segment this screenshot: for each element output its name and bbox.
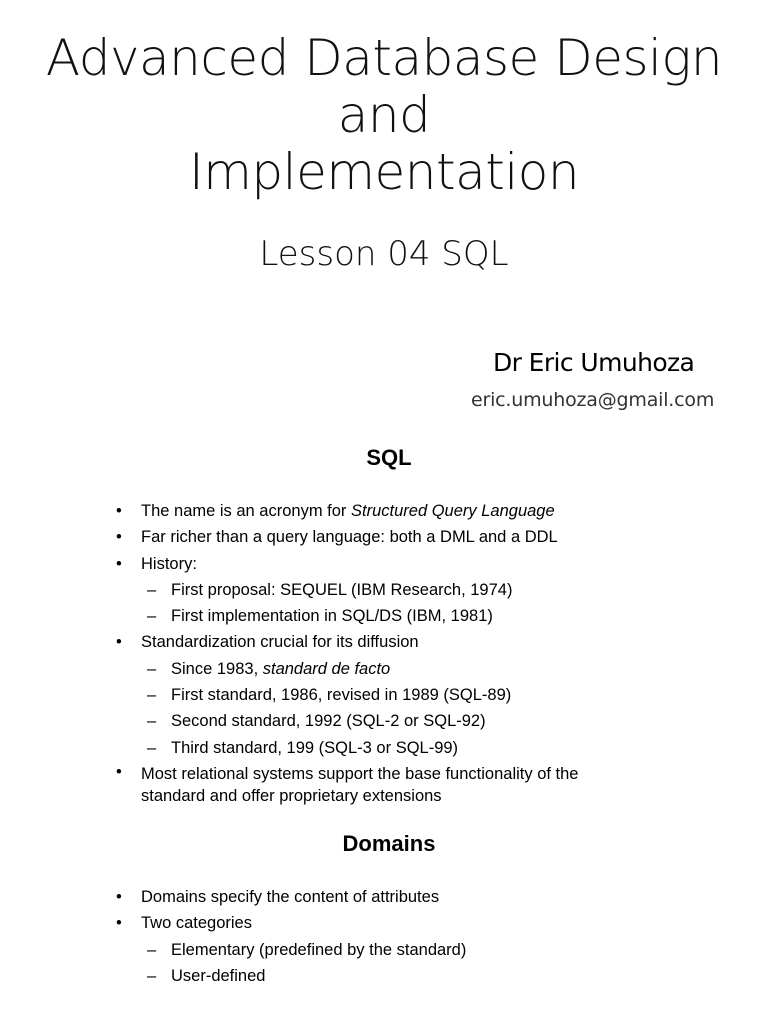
- list-item: • Standardization crucial for its diffusion: [116, 629, 656, 655]
- sql-bullet-list: [116, 498, 656, 809]
- sub-list-item: [116, 656, 656, 682]
- list-item: [116, 761, 656, 809]
- document-title: [0, 30, 768, 201]
- list-item: • History:: [116, 551, 656, 577]
- list-item-text: The name is an acronym for: [141, 502, 352, 520]
- list-item-line-1: • Most relational systems support the base functionality of the: [141, 764, 579, 783]
- document-title-line-1: Advanced Database Design and: [45, 29, 723, 144]
- domains-heading: Domains: [342, 831, 436, 856]
- list-item-emphasis: Structured Query Language: [351, 502, 555, 520]
- document-title-line-2: Implementation: [188, 143, 580, 201]
- sub-list-item: – First implementation in SQL/DS (IBM, 1981): [116, 603, 656, 629]
- sub-list-item: – First standard, 1986, revised in 1989 (SQL-89): [116, 682, 656, 708]
- list-item: [116, 498, 656, 524]
- list-item: • Two categories: [116, 910, 656, 936]
- domains-bullet-list: [116, 884, 656, 989]
- sub-list-item: – User-defined: [116, 963, 656, 989]
- sub-list-item: – Elementary (predefined by the standard): [116, 937, 656, 963]
- author-name: Dr Eric Umuhoza: [493, 348, 695, 377]
- sub-list-item: – Third standard, 199 (SQL-3 or SQL-99): [116, 735, 656, 761]
- lesson-subtitle: Lesson 04 SQL: [259, 234, 509, 274]
- list-item-text: Since 1983,: [171, 659, 263, 678]
- sql-heading: SQL: [366, 445, 412, 470]
- sub-list-item: – First proposal: SEQUEL (IBM Research, 1974): [116, 577, 656, 603]
- sub-list-item: – Second standard, 1992 (SQL-2 or SQL-92): [116, 708, 656, 734]
- author-email: eric.umuhoza@gmail.com: [471, 389, 715, 411]
- list-item: • Domains specify the content of attributes: [116, 884, 656, 910]
- list-item-line-2: standard and offer proprietary extensions: [141, 786, 442, 805]
- list-item-emphasis: standard de facto: [262, 659, 391, 678]
- list-item: • Far richer than a query language: both a DML and a DDL: [116, 524, 656, 550]
